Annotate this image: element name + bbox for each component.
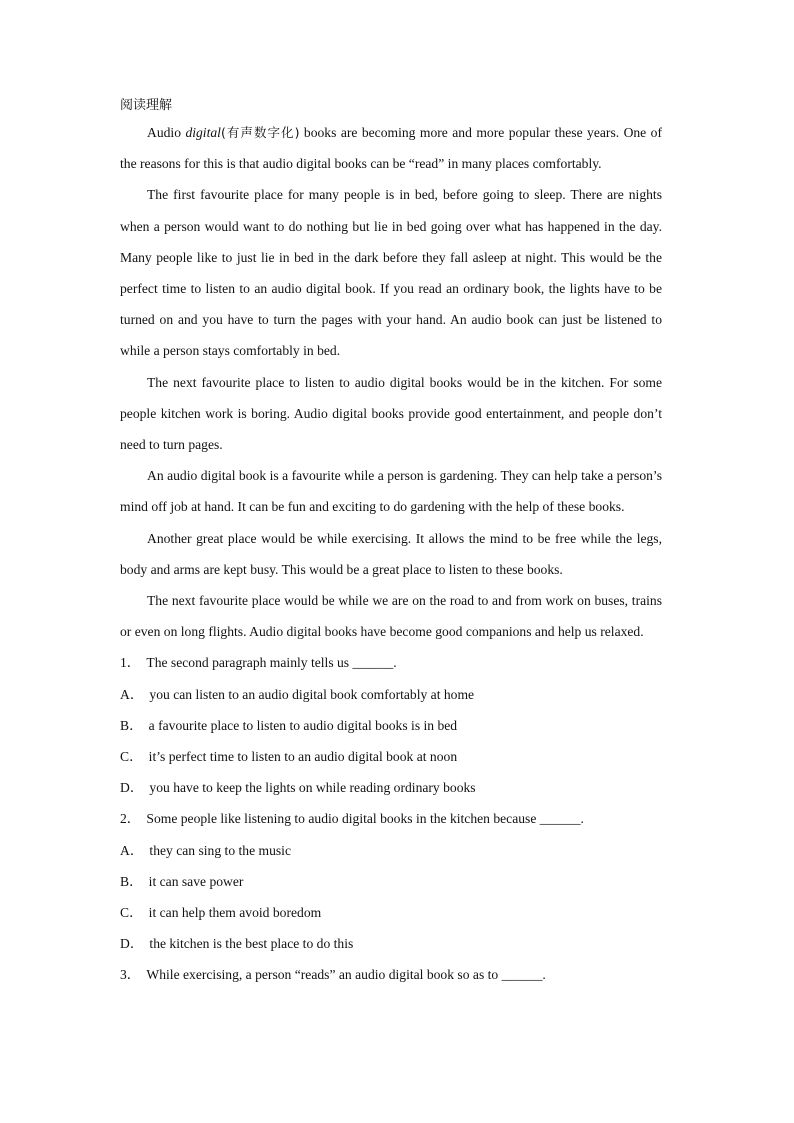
option-d	[120, 928, 662, 959]
p1-lead: Audio	[147, 125, 186, 140]
question-number: 1．	[120, 655, 141, 671]
option-a	[120, 679, 662, 710]
p1-rest: books are becoming more and more popular these years. One of the reasons for this is that audio digital books can be “read” in many places comfortably.	[120, 125, 662, 172]
option-text: the kitchen is the best place to do this	[149, 936, 354, 952]
option-text: you have to keep the lights on while reading ordinary books	[149, 780, 476, 796]
passage-paragraph-5: Another great place would be while exercising. It allows the mind to be free while the legs, body and arms are kept busy. This would be a great place to listen to these books.	[120, 530, 662, 577]
question-text: The second paragraph mainly tells us ______.	[146, 655, 397, 671]
passage-paragraph-3: The next favourite place to listen to audio digital books would be in the kitchen. For some people kitchen work is boring. Audio digital books provide good entertainment, and people don’t need to turn pages.	[120, 374, 662, 453]
option-b	[120, 866, 662, 897]
passage-paragraph-2: The first favourite place for many people is in bed, before going to sleep. There are nights when a person would want to do nothing but lie in bed going over what has happened in the day. Many people like to just lie in bed in the dark before they fall asleep at night. This would be the perfect time to listen to an audio digital book. If you read an ordinary book, the lights have to be turned on and you have to turn the pages with your hand. An audio book can just be listened to while a person stays comfortably in bed.	[120, 187, 662, 359]
document-page	[120, 96, 662, 991]
option-c	[120, 897, 662, 928]
option-letter: D．	[120, 936, 144, 952]
question-1	[120, 647, 662, 803]
question-stem	[120, 647, 662, 678]
option-text: it can help them avoid boredom	[148, 905, 322, 921]
passage-paragraph-4: An audio digital book is a favourite while a person is gardening. They can help take a person’s mind off job at hand. It can be fun and exciting to do gardening with the help of these books.	[120, 468, 662, 515]
question-number: 3．	[120, 967, 141, 983]
option-letter: C．	[120, 749, 143, 765]
question-number: 2．	[120, 811, 141, 827]
option-letter: D．	[120, 780, 144, 796]
option-letter: B．	[120, 873, 143, 889]
option-letter: B．	[120, 717, 143, 733]
passage-paragraph-1	[120, 117, 662, 179]
option-b	[120, 710, 662, 741]
question-2	[120, 803, 662, 959]
passage-paragraph-6: The next favourite place would be while we are on the road to and from work on buses, trains or even on long flights. Audio digital books have become good companions and help us relaxed.	[120, 593, 662, 640]
option-c	[120, 741, 662, 772]
option-d	[120, 772, 662, 803]
option-letter: A．	[120, 686, 144, 702]
section-heading: 阅读理解	[120, 98, 173, 113]
question-text: Some people like listening to audio digital books in the kitchen because ______.	[146, 811, 584, 827]
option-letter: C．	[120, 905, 143, 921]
option-text: it’s perfect time to listen to an audio digital book at noon	[148, 749, 458, 765]
p1-italic-term: digital	[185, 125, 221, 140]
option-a	[120, 835, 662, 866]
question-stem	[120, 959, 662, 990]
option-letter: A．	[120, 842, 144, 858]
option-text: a favourite place to listen to audio digital books is in bed	[148, 717, 458, 733]
question-text: While exercising, a person “reads” an audio digital book so as to ______.	[146, 967, 546, 983]
option-text: they can sing to the music	[149, 842, 291, 858]
question-stem	[120, 803, 662, 834]
option-text: you can listen to an audio digital book comfortably at home	[149, 686, 475, 702]
p1-cjk-gloss: (有声数字化)	[220, 125, 300, 140]
option-text: it can save power	[148, 873, 244, 889]
question-3	[120, 959, 662, 990]
